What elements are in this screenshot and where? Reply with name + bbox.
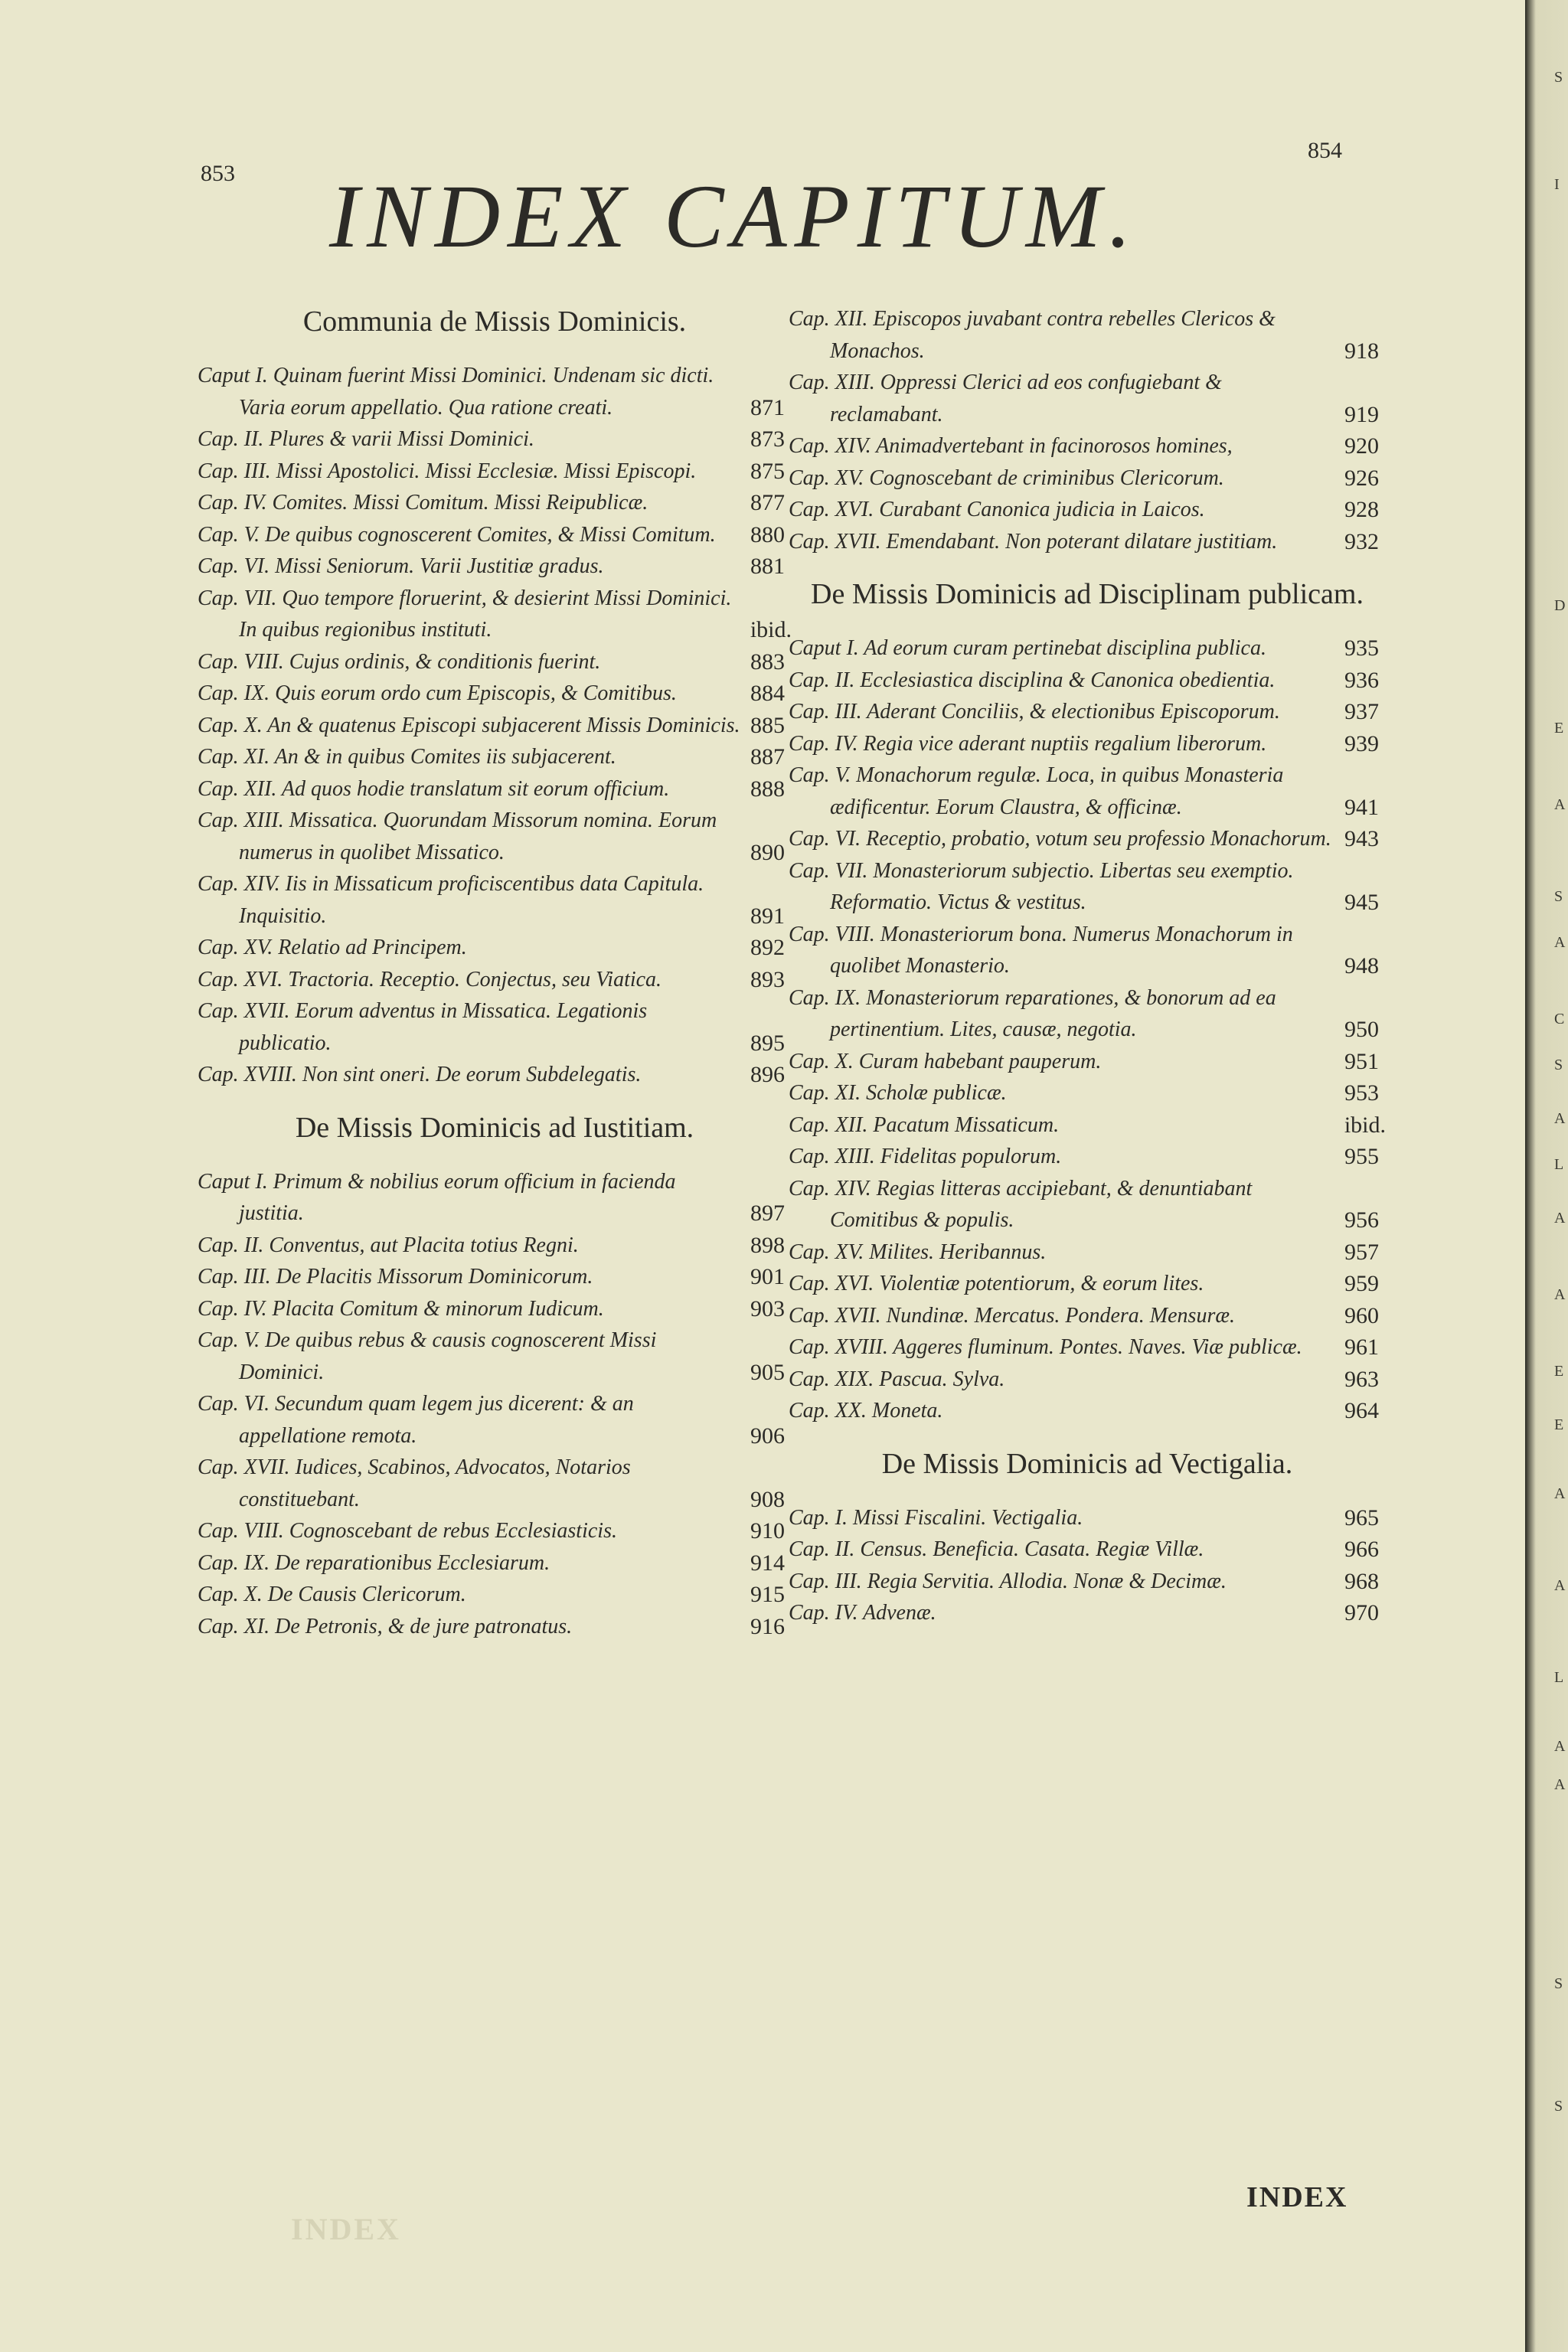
section-heading: Communia de Missis Dominicis. [302, 305, 687, 338]
entry-text: Cap. XII. Episcopos juvabant contra rebelles Clericos & Monachos. [789, 307, 1276, 363]
section-heading: De Missis Dominicis ad Disciplinam publicam. [811, 578, 1364, 610]
entry-text: Cap. XVII. Emendabant. Non poterant dilatare justitiam. [789, 529, 1278, 554]
index-entry: Cap. IX. Quis eorum ordo cum Episcopis, & Comitibus. 884 [198, 681, 785, 706]
index-entry: Cap. X. An & quatenus Episcopi subjacerent Missis Dominicis. 885 [198, 712, 785, 738]
index-entry: Cap. XVIII. Aggeres fluminum. Pontes. Naves. Viæ publicæ. 961 [789, 1334, 1379, 1360]
index-entry: Cap. VII. Monasteriorum subjectio. Libertas seu exemptio. Reformatio. Victus & vestitus. 945 [789, 858, 1379, 915]
entry-text: Cap. VII. Quo tempore floruerint, & desierint Missi Dominici. In quibus regionibus instituti. [198, 586, 732, 642]
facing-page-letter: A [1554, 1485, 1566, 1502]
facing-page-letter: S [1554, 888, 1563, 905]
facing-page-letter: A [1554, 1110, 1566, 1127]
entry-text: Cap. XIII. Missatica. Quorundam Missorum nomina. Eorum numerus in quolibet Missatico. [198, 808, 717, 864]
section-spacer [789, 1427, 1386, 1441]
facing-page-letter: A [1554, 1210, 1566, 1227]
entry-text: Cap. XX. Moneta. [789, 1399, 943, 1423]
section-heading: De Missis Dominicis ad Vectigalia. [881, 1447, 1293, 1480]
entry-text: Cap. V. De quibus cognoscerent Comites, & Missi Comitum. [198, 522, 716, 547]
index-entry: Cap. III. Missi Apostolici. Missi Ecclesiæ. Missi Episcopi. 875 [198, 458, 785, 484]
page-number-right: 854 [1308, 138, 1342, 163]
index-entry: Cap. XV. Relatio ad Principem. 892 [198, 935, 785, 960]
catchword: INDEX [1246, 2181, 1348, 2213]
facing-page-letter: A [1554, 1286, 1566, 1303]
index-entry: Cap. XV. Milites. Heribannus. 957 [789, 1239, 1379, 1265]
page-title: INDEX CAPITUM. [329, 166, 1139, 266]
section-spacer [198, 1091, 792, 1105]
entry-text: Cap. XII. Pacatum Missaticum. [789, 1112, 1060, 1137]
index-entry: Cap. XVII. Eorum adventus in Missatica. Legationis publicatio. 895 [198, 999, 785, 1056]
index-entry: Cap. XII. Ad quos hodie translatum sit eorum officium. 888 [198, 776, 785, 802]
index-entry: Cap. XI. Scholæ publicæ. 953 [789, 1080, 1379, 1106]
facing-page-letter: S [1554, 1975, 1563, 1992]
index-entry: Cap. XX. Moneta. 964 [789, 1398, 1379, 1423]
entry-text: Cap. XIV. Iis in Missaticum proficiscentibus data Capitula. Inquisitio. [198, 872, 704, 928]
facing-page-letter: A [1554, 1776, 1566, 1793]
entry-text: Cap. II. Census. Beneficia. Casata. Regiæ Villæ. [789, 1537, 1204, 1561]
entry-text: Cap. VIII. Cognoscebant de rebus Ecclesiasticis. [198, 1519, 617, 1543]
page-number-left: 853 [201, 161, 235, 186]
entry-text: Cap. III. Regia Servitia. Allodia. Nonæ & Decimæ. [789, 1569, 1227, 1593]
entry-text: Cap. I. Missi Fiscalini. Vectigalia. [789, 1505, 1083, 1530]
entry-text: Cap. VI. Missi Seniorum. Varii Justitiæ gradus. [198, 554, 604, 578]
entry-text: Caput I. Quinam fuerint Missi Dominici. Undenam sic dicti. Varia eorum appellatio. Qua ratione creati. [198, 364, 714, 420]
index-entry: Cap. XIV. Regias litteras accipiebant, & denuntiabant Comitibus & populis. 956 [789, 1176, 1379, 1233]
entry-text: Cap. XII. Ad quos hodie translatum sit eorum officium. [198, 776, 670, 801]
entry-text: Caput I. Primum & nobilius eorum officium in facienda justitia. [198, 1169, 676, 1225]
entry-text: Cap. IV. Placita Comitum & minorum Iudicum. [198, 1296, 604, 1321]
entry-text: Cap. V. De quibus rebus & causis cognoscerent Missi Dominici. [198, 1328, 657, 1384]
index-entry: Cap. XVIII. Non sint oneri. De eorum Subdelegatis. 896 [198, 1062, 785, 1087]
index-entry: Cap. VIII. Cujus ordinis, & conditionis fuerint. 883 [198, 648, 785, 675]
entry-text: Cap. XVI. Violentiæ potentiorum, & eorum lites. [789, 1272, 1204, 1295]
entry-text: Cap. II. Ecclesiastica disciplina & Canonica obedientia. [789, 668, 1276, 692]
left-column [198, 299, 792, 1642]
entry-text: Cap. X. De Causis Clericorum. [198, 1583, 466, 1606]
facing-page-letter: E [1554, 1363, 1564, 1380]
entry-text: Cap. VIII. Cujus ordinis, & conditionis fuerint. [198, 649, 601, 674]
facing-page-letter: E [1554, 1416, 1564, 1433]
index-entry: Cap. VIII. Monasteriorum bona. Numerus Monachorum in quolibet Monasterio. 948 [789, 922, 1379, 978]
entry-text: Cap. XV. Relatio ad Principem. [198, 936, 467, 959]
index-entry: Cap. XIX. Pascua. Sylva. 963 [789, 1366, 1379, 1392]
index-entry: Cap. IV. Placita Comitum & minorum Iudicum. 903 [198, 1295, 785, 1321]
index-entry: Cap. V. Monachorum regulæ. Loca, in quibus Monasteria ædificentur. Eorum Claustra, & officinæ. 941 [789, 763, 1379, 820]
index-entry: Cap. X. De Causis Clericorum. 915 [198, 1582, 785, 1607]
index-entry: Cap. II. Ecclesiastica disciplina & Canonica obedientia. 936 [789, 667, 1379, 693]
entry-text: Caput I. Ad eorum curam pertinebat disciplina publica. [789, 636, 1266, 660]
index-entry: Caput I. Ad eorum curam pertinebat disciplina publica. 935 [789, 635, 1379, 661]
index-entry: Cap. VI. Missi Seniorum. Varii Justitiæ gradus. 881 [198, 554, 785, 579]
entry-text: Cap. IV. Advenæ. [789, 1601, 936, 1625]
entry-text: Cap. XVII. Nundinæ. Mercatus. Pondera. Mensuræ. [789, 1303, 1236, 1328]
entry-text: Cap. XIII. Fidelitas populorum. [789, 1145, 1062, 1168]
index-entry: Cap. XIII. Oppressi Clerici ad eos confugiebant & reclamabant. 919 [789, 371, 1379, 427]
section-heading: De Missis Dominicis ad Iustitiam. [295, 1111, 694, 1144]
index-entry: Cap. V. De quibus cognoscerent Comites, & Missi Comitum. 880 [198, 521, 785, 547]
facing-page-letter: S [1554, 69, 1563, 86]
entry-text: Cap. III. Missi Apostolici. Missi Ecclesiæ. Missi Episcopi. [198, 459, 697, 483]
entry-text: Cap. XIV. Regias litteras accipiebant, & denuntiabant Comitibus & populis. [789, 1176, 1253, 1232]
index-entry: Cap. VI. Secundum quam legem jus dicerent: & an appellatione remota. 906 [198, 1392, 785, 1449]
index-entry: Cap. XIV. Iis in Missaticum proficiscentibus data Capitula. Inquisitio. 891 [198, 872, 785, 929]
index-entry [198, 583, 792, 646]
facing-page-letter: I [1554, 176, 1560, 193]
index-entry [789, 1109, 1386, 1142]
index-entry: Cap. III. Regia Servitia. Allodia. Nonæ & Decimæ. 968 [789, 1568, 1379, 1594]
entry-text: Cap. XI. Scholæ publicæ. [789, 1081, 1007, 1105]
entry-text: Cap. IX. Quis eorum ordo cum Episcopis, & Comitibus. [198, 681, 677, 705]
index-entry: Cap. II. Plures & varii Missi Dominici. 873 [198, 426, 785, 452]
index-entry: Cap. XIII. Missatica. Quorundam Missorum nomina. Eorum numerus in quolibet Missatico. 890 [198, 808, 785, 865]
index-entry: Cap. I. Missi Fiscalini. Vectigalia. 965 [789, 1504, 1379, 1530]
index-entry: Cap. XI. An & in quibus Comites iis subjacerent. 887 [198, 744, 785, 769]
index-entry: Cap. V. De quibus rebus & causis cognoscerent Missi Dominici. 905 [198, 1328, 785, 1385]
index-entry: Cap. III. De Placitis Missorum Dominicorum. 901 [198, 1264, 785, 1289]
index-entry: Cap. XVI. Curabant Canonica judicia in Laicos. 928 [789, 497, 1379, 522]
facing-page-letter: A [1554, 1577, 1566, 1594]
entry-text: Cap. XIII. Oppressi Clerici ad eos confugiebant & reclamabant. [789, 371, 1222, 426]
entry-text: Cap. XIV. Animadvertebant in facinorosos homines, [789, 434, 1233, 458]
facing-page-letter: E [1554, 720, 1564, 737]
entry-text: Cap. IX. De reparationibus Ecclesiarum. [198, 1550, 550, 1575]
index-entry: Cap. VIII. Cognoscebant de rebus Ecclesiasticis. 910 [198, 1518, 785, 1544]
entry-text: Cap. XI. De Petronis, & de jure patronatus. [198, 1614, 573, 1638]
index-entry: Cap. IX. De reparationibus Ecclesiarum. 914 [198, 1550, 785, 1576]
index-entry: Cap. VI. Receptio, probatio, votum seu professio Monachorum. 943 [789, 826, 1379, 851]
index-entry: Cap. XVII. Emendabant. Non poterant dilatare justitiam. 932 [789, 528, 1379, 554]
right-column [789, 303, 1386, 1629]
entry-text: Cap. XVII. Eorum adventus in Missatica. Legationis publicatio. [198, 999, 648, 1055]
entry-text: Cap. IV. Comites. Missi Comitum. Missi Reipublicæ. [198, 491, 648, 514]
index-entry: Cap. XV. Cognoscebant de criminibus Clericorum. 926 [789, 465, 1379, 491]
index-entry: Cap. IX. Monasteriorum reparationes, & bonorum ad ea pertinentium. Lites, causæ, negotia. 950 [789, 985, 1379, 1042]
entry-text: Cap. IV. Regia vice aderant nuptiis regalium liberorum. [789, 731, 1267, 756]
entry-text: Cap. XVI. Curabant Canonica judicia in Laicos. [789, 498, 1205, 521]
entry-text: Cap. VI. Receptio, probatio, votum seu professio Monachorum. [789, 827, 1331, 851]
facing-page-letter: D [1554, 597, 1566, 614]
entry-text: Cap. XVIII. Aggeres fluminum. Pontes. Naves. Viæ publicæ. [789, 1335, 1302, 1359]
index-entry: Cap. IV. Regia vice aderant nuptiis regalium liberorum. 939 [789, 730, 1379, 756]
entry-text: Cap. III. Aderant Conciliis, & electionibus Episcoporum. [789, 700, 1280, 724]
entry-text: Cap. II. Conventus, aut Placita totius Regni. [198, 1233, 579, 1257]
index-entry: Cap. II. Conventus, aut Placita totius Regni. 898 [198, 1232, 785, 1258]
index-entry: Cap. XVI. Tractoria. Receptio. Conjectus, seu Viatica. 893 [198, 966, 785, 992]
facing-page-letter: A [1554, 934, 1566, 951]
facing-page-letter: S [1554, 1057, 1563, 1073]
entry-text: Cap. V. Monachorum regulæ. Loca, in quibus Monasteria ædificentur. Eorum Claustra, & officinæ. [789, 763, 1284, 819]
entry-text: Cap. X. Curam habebant pauperum. [789, 1049, 1102, 1073]
entry-text: Cap. II. Plures & varii Missi Dominici. [198, 427, 534, 451]
index-entry: Cap. X. Curam habebant pauperum. 951 [789, 1048, 1379, 1074]
index-entry: Cap. XII. Episcopos juvabant contra rebelles Clericos & Monachos. 918 [789, 307, 1379, 364]
entry-text: Cap. XV. Cognoscebant de criminibus Clericorum. [789, 466, 1224, 490]
index-entry: Cap. XIV. Animadvertebant in facinorosos homines, 920 [789, 433, 1379, 459]
facing-page-letter: L [1554, 1669, 1564, 1686]
index-entry: Cap. XVI. Violentiæ potentiorum, & eorum lites. 959 [789, 1271, 1379, 1296]
index-entry: Cap. XI. De Petronis, & de jure patronatus. 916 [198, 1613, 785, 1639]
entry-text: Cap. XVIII. Non sint oneri. De eorum Subdelegatis. [198, 1063, 642, 1086]
index-entry: Cap. XVII. Nundinæ. Mercatus. Pondera. Mensuræ. 960 [789, 1302, 1379, 1328]
entry-text: Cap. XIX. Pascua. Sylva. [789, 1367, 1005, 1391]
entry-text: Cap. VI. Secundum quam legem jus dicerent: & an appellatione remota. [198, 1392, 634, 1448]
facing-page-letter: L [1554, 1156, 1564, 1173]
entry-text: Cap. X. An & quatenus Episcopi subjacerent Missis Dominicis. [198, 713, 740, 737]
entry-text: Cap. VII. Monasteriorum subjectio. Libertas seu exemptio. Reformatio. Victus & vestitus. [789, 858, 1294, 914]
facing-page-edge [1525, 0, 1568, 2352]
section-spacer [789, 557, 1386, 571]
index-entry: Caput I. Quinam fuerint Missi Dominici. Undenam sic dicti. Varia eorum appellatio. Qua ratione creati. 871 [198, 364, 785, 420]
facing-page-letter: C [1554, 1011, 1565, 1027]
entry-text: Cap. XV. Milites. Heribannus. [789, 1240, 1047, 1264]
facing-page-letter: A [1554, 796, 1566, 813]
bleed-through-text: INDEX [291, 2212, 401, 2246]
entry-text: Cap. XI. An & in quibus Comites iis subjacerent. [198, 745, 616, 769]
index-entry: Cap. XVII. Iudices, Scabinos, Advocatos, Notarios constituebant. 908 [198, 1455, 785, 1512]
entry-text: Cap. XVI. Tractoria. Receptio. Conjectus, seu Viatica. [198, 967, 662, 991]
entry-text: Cap. VIII. Monasteriorum bona. Numerus Monachorum in quolibet Monasterio. [789, 922, 1293, 978]
index-entry: Caput I. Primum & nobilius eorum officium in facienda justitia. 897 [198, 1169, 785, 1226]
facing-page-letter: A [1554, 1738, 1566, 1755]
index-entry: Cap. II. Census. Beneficia. Casata. Regiæ Villæ. 966 [789, 1537, 1379, 1562]
index-entry: Cap. XIII. Fidelitas populorum. 955 [789, 1144, 1379, 1169]
facing-page-letter: S [1554, 2098, 1563, 2115]
index-entry: Cap. IV. Comites. Missi Comitum. Missi Reipublicæ. 877 [198, 490, 785, 515]
index-entry: Cap. III. Aderant Conciliis, & electionibus Episcoporum. 937 [789, 699, 1379, 724]
index-entry: Cap. IV. Advenæ. 970 [789, 1600, 1379, 1625]
entry-text: Cap. III. De Placitis Missorum Dominicorum. [198, 1265, 593, 1289]
entry-text: Cap. XVII. Iudices, Scabinos, Advocatos, Notarios constituebant. [198, 1455, 631, 1511]
entry-text: Cap. IX. Monasteriorum reparationes, & bonorum ad ea pertinentium. Lites, causæ, negotia. [789, 985, 1276, 1041]
